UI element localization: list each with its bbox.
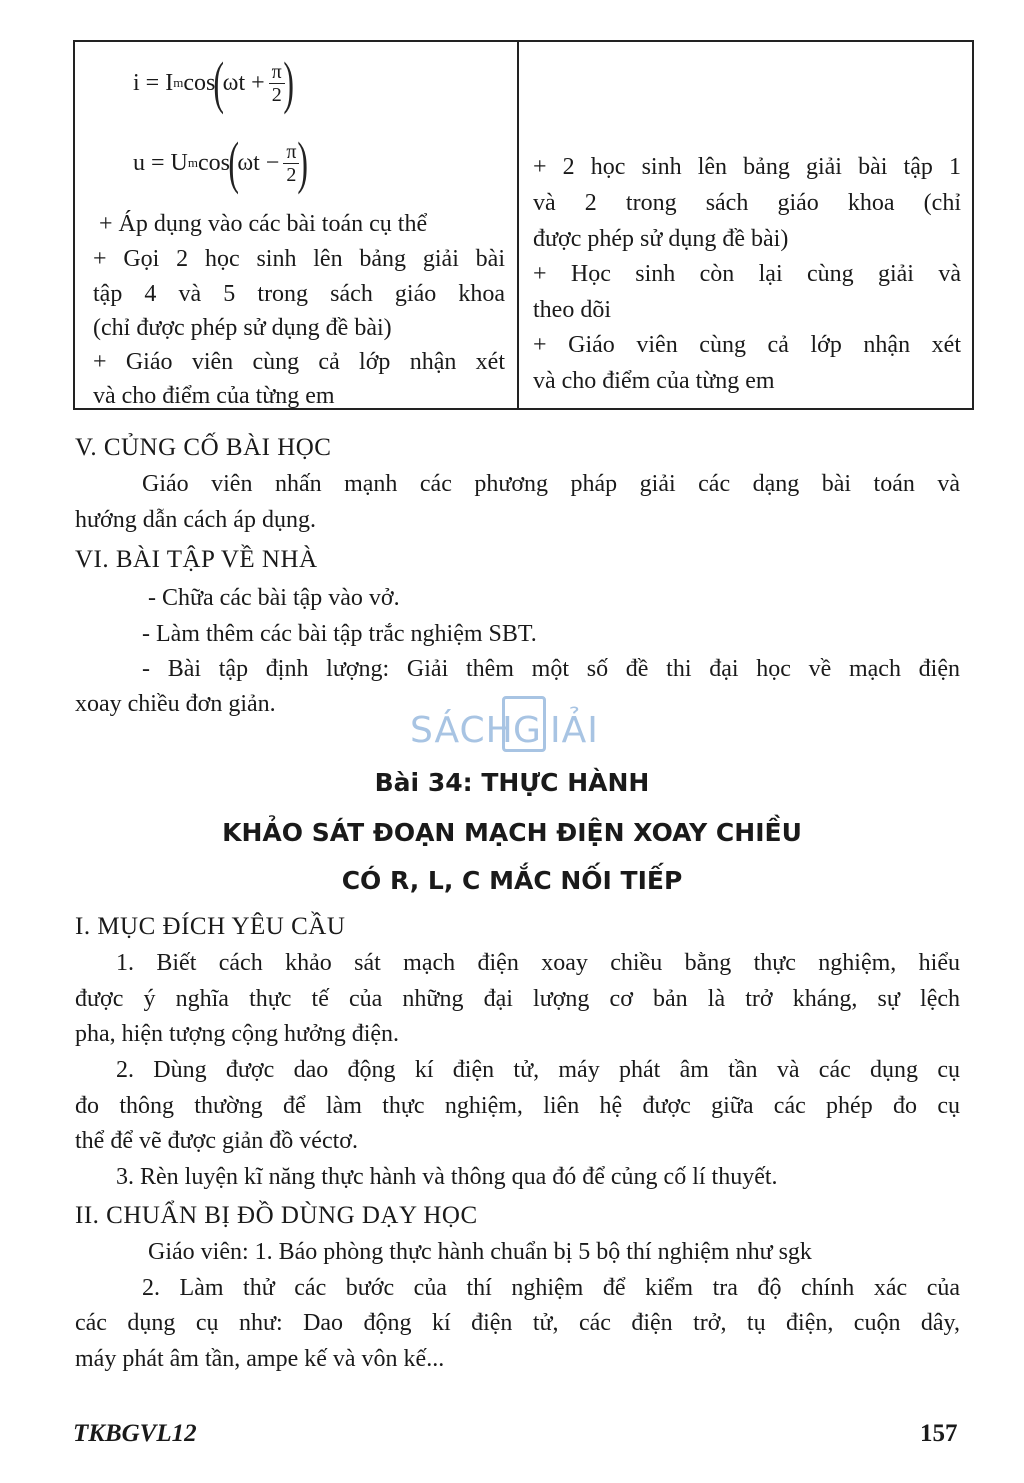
paragraph-line: 3. Rèn luyện kĩ năng thực hành và thông qua đó để củng cố lí thuyết. — [116, 1164, 778, 1190]
table-divider — [517, 42, 519, 408]
lesson-subtitle: KHẢO SÁT ĐOẠN MẠCH ĐIỆN XOAY CHIỀU — [222, 818, 802, 847]
table-left-line: + Giáo viên cùng cả lớp nhận xét — [93, 349, 505, 375]
paragraph-line: đo thông thường để làm thực nghiệm, liên hệ được giữa các phép đo cụ — [75, 1093, 960, 1119]
watermark-text-right: IẢI — [550, 710, 599, 751]
paragraph-line: hướng dẫn cách áp dụng. — [75, 507, 316, 533]
fraction-denominator: 2 — [286, 163, 297, 186]
list-item: xoay chiều đơn giản. — [75, 691, 276, 717]
fraction-numerator: π — [269, 61, 285, 84]
paragraph-line: các dụng cụ như: Dao động kí điện tử, các điện trở, tụ điện, cuộn dây, — [75, 1310, 960, 1336]
paragraph-line: được ý nghĩa thực tế của những đại lượng cơ bản là trở kháng, sự lệch — [75, 986, 960, 1012]
formula-u-inner: ωt − — [237, 149, 280, 176]
watermark-text-left: SÁCH — [410, 710, 514, 751]
formula-u-cos: cos — [198, 149, 230, 176]
table-right-line: được phép sử dụng đề bài) — [533, 226, 789, 252]
paragraph-line: 1. Biết cách khảo sát mạch điện xoay chiều bằng thực nghiệm, hiểu — [116, 950, 960, 976]
footer-book-code: TKBGVL12 — [73, 1420, 197, 1447]
left-paren: ( — [228, 130, 239, 195]
formula-u-lhs: u = U — [133, 149, 188, 176]
table-left-line: (chỉ được phép sử dụng đề bài) — [93, 315, 392, 341]
formula-i-lhs: i = I — [133, 69, 174, 96]
section-heading-consolidation: V. CỦNG CỐ BÀI HỌC — [75, 434, 332, 461]
formula-i-fraction — [269, 61, 285, 106]
paragraph-line: 2. Dùng được dao động kí điện tử, máy phát âm tần và các dụng cụ — [116, 1057, 960, 1083]
page-number: 157 — [920, 1420, 958, 1447]
list-item: - Chữa các bài tập vào vở. — [148, 585, 400, 611]
lesson-title: Bài 34: THỰC HÀNH — [374, 768, 650, 797]
table-left-line: + Áp dụng vào các bài toán cụ thể — [99, 211, 428, 237]
formula-i-cos: cos — [183, 69, 216, 96]
formula-i-sub: m — [173, 75, 184, 90]
right-paren: ) — [297, 130, 309, 195]
list-item: - Bài tập định lượng: Giải thêm một số đề thi đại học về mạch điện — [142, 656, 960, 682]
table-right-line: + Học sinh còn lại cùng giải và — [533, 261, 961, 287]
section-heading-objectives: I. MỤC ĐÍCH YÊU CẦU — [75, 913, 346, 940]
paragraph-line: Giáo viên: 1. Báo phòng thực hành chuẩn bị 5 bộ thí nghiệm như sgk — [148, 1239, 812, 1265]
table-left-line: + Gọi 2 học sinh lên bảng giải bài — [93, 246, 505, 272]
formula-current — [133, 50, 294, 115]
formula-i-inner: ωt + — [222, 69, 265, 96]
table-right-line: + 2 học sinh lên bảng giải bài tập 1 — [533, 154, 961, 180]
lesson-table — [73, 40, 974, 410]
table-left-line: và cho điểm của từng em — [93, 383, 335, 409]
paragraph-line: máy phát âm tần, ampe kế và vôn kế... — [75, 1346, 445, 1372]
watermark-logo — [410, 696, 620, 766]
table-right-line: và 2 trong sách giáo khoa (chỉ — [533, 190, 961, 216]
formula-voltage — [133, 130, 309, 195]
table-right-line: và cho điểm của từng em — [533, 368, 775, 394]
table-left-line: tập 4 và 5 trong sách giáo khoa — [93, 281, 505, 307]
formula-u-sub: m — [187, 155, 198, 170]
left-paren: ( — [213, 50, 225, 115]
paragraph-line: pha, hiện tượng cộng hưởng điện. — [75, 1021, 400, 1047]
right-paren: ) — [283, 50, 294, 115]
fraction-numerator: π — [283, 141, 299, 164]
section-heading-homework: VI. BÀI TẬP VỀ NHÀ — [75, 546, 318, 573]
lesson-subtitle-2: CÓ R, L, C MẮC NỐI TIẾP — [341, 866, 683, 895]
paragraph-line: Giáo viên nhấn mạnh các phương pháp giải các dạng bài toán và — [142, 471, 960, 497]
list-item: - Làm thêm các bài tập trắc nghiệm SBT. — [142, 621, 537, 647]
section-heading-preparation: II. CHUẨN BỊ ĐỒ DÙNG DẠY HỌC — [75, 1202, 478, 1229]
fraction-denominator: 2 — [271, 83, 282, 106]
table-right-line: theo dõi — [533, 297, 611, 323]
paragraph-line: thể để vẽ được giản đồ véctơ. — [75, 1128, 358, 1154]
paragraph-line: 2. Làm thử các bước của thí nghiệm để kiểm tra độ chính xác của — [142, 1275, 960, 1301]
table-right-line: + Giáo viên cùng cả lớp nhận xét — [533, 332, 961, 358]
watermark-text-mid: G — [513, 710, 542, 751]
